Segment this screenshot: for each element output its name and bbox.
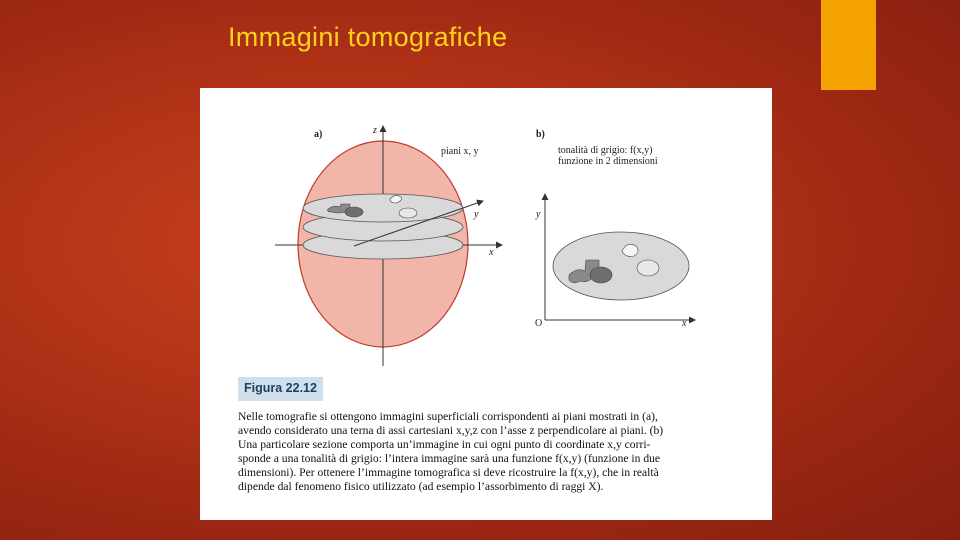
figure-label: Figura 22.12: [238, 377, 323, 401]
caption-line-4: sponde a una tonalità di grigio: l’intera immagine sarà una funzione f(x,y) (funzione in due: [238, 451, 661, 465]
panel-b-desc-line2: funzione in 2 dimensioni: [558, 156, 658, 167]
axis-x-label-a: x: [489, 247, 494, 258]
panel-b: [535, 129, 695, 329]
panel-a-label: a): [314, 129, 323, 140]
plane-top: [303, 194, 463, 222]
caption-line-5: dimensioni). Per ottenere l’immagine tomografica si deve ricostruire la f(x,y), che in realtà: [238, 465, 659, 479]
figure-panel: [200, 88, 772, 520]
caption-line-3: Una particolare sezione comporta un’immagine in cui ogni punto di coordinate x,y corri-: [238, 437, 651, 451]
axis-y-label-b: y: [536, 209, 541, 220]
panel-b-desc-line1: tonalità di grigio: f(x,y): [558, 145, 653, 156]
panel-b-label: b): [536, 129, 545, 140]
figure-caption: [238, 410, 738, 493]
dark-oval-a: [345, 207, 363, 217]
slide-title: Immagini tomografiche: [228, 22, 508, 52]
origin-label: O: [535, 318, 543, 329]
caption-line-6: dipende dal fenomeno fisico utilizzato (ad esempio l’assorbimento di raggi X).: [238, 479, 604, 493]
planes-label: piani x, y: [441, 146, 479, 157]
accent-bar: [821, 0, 876, 90]
section-image: [553, 232, 689, 300]
caption-line-2: avendo considerato una terna di assi cartesiani x,y,z con l’asse z perpendicolare ai piani. (b): [238, 423, 664, 437]
axis-y-label-a: y: [474, 209, 479, 220]
dark-oval-b: [590, 267, 612, 283]
caption-line-1: Nelle tomografie si ottengono immagini superficiali corrispondenti ai piani mostrati in (a),: [238, 410, 658, 423]
circle-shape-b: [637, 260, 659, 276]
circle-shape-a: [399, 208, 417, 218]
axis-z-label-a: z: [373, 125, 377, 136]
panel-a: [275, 125, 502, 366]
axis-x-label-b: x: [682, 318, 687, 329]
tomography-diagram: [200, 88, 772, 388]
